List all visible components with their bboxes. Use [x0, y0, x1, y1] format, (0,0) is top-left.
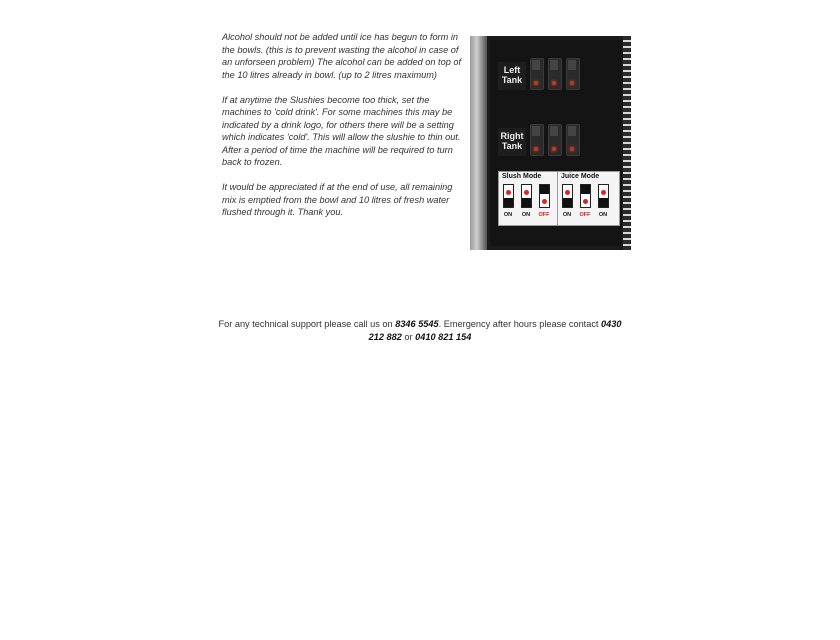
- instructions-text: [222, 31, 466, 231]
- juice-switch-3: [598, 184, 609, 208]
- juice-mode-card: [557, 171, 620, 226]
- juice-label-2: OFF: [579, 212, 591, 218]
- left-tank-switch-3: [566, 58, 580, 90]
- slush-switch-2: [521, 184, 532, 208]
- left-tank-label: Left Tank: [498, 62, 526, 90]
- support-middle: . Emergency after hours please contact: [438, 319, 602, 329]
- slush-label-2: ON: [521, 212, 531, 218]
- emergency-phone-2: 0410 821 154: [415, 331, 472, 342]
- right-tank-label: Right Tank: [498, 128, 526, 156]
- support-prefix: For any technical support please call us on: [218, 319, 396, 329]
- juice-label-1: ON: [562, 212, 572, 218]
- right-tank-switch-3: [566, 124, 580, 156]
- slush-switch-3: [539, 184, 550, 208]
- switch-panel: [490, 40, 622, 246]
- support-contact: [215, 318, 625, 343]
- juice-switch-2: [580, 184, 591, 208]
- juice-mode-title: Juice Mode: [561, 173, 600, 180]
- left-tank-switch-2: [548, 58, 562, 90]
- right-tank-switch-2: [548, 124, 562, 156]
- left-tank-switch-1: [530, 58, 544, 90]
- instruction-cold-drink: If at anytime the Slushies become too thick, set the machines to 'cold drink'. For some machines this may be indicated by a drink logo, for others there will be a setting which indicates 'cold'. This will allow the slushie to thin out. After a period of time the machine will be required to turn back to frozen.: [222, 94, 461, 167]
- juice-label-3: ON: [598, 212, 608, 218]
- slushie-machine-photo: [470, 36, 631, 250]
- slush-mode-title: Slush Mode: [502, 173, 542, 180]
- emergency-phone-1: 0430 212 882: [368, 319, 622, 342]
- photo-frame-right: [623, 36, 631, 250]
- instruction-alcohol: Alcohol should not be added until ice has begun to form in the bowls. (this is to prevent wasting the alcohol in case of an unforseen problem) The alcohol can be added on top of the 10 litres already in bowl. (up to 2 litres maximum): [222, 32, 462, 80]
- juice-switch-1: [562, 184, 573, 208]
- support-or: or: [401, 331, 416, 342]
- slush-label-1: ON: [503, 212, 513, 218]
- support-phone: 8346 5545: [395, 319, 439, 329]
- slush-switch-1: [503, 184, 514, 208]
- slush-mode-card: [498, 171, 561, 226]
- slush-label-3: OFF: [538, 212, 550, 218]
- instruction-flush: It would be appreciated if at the end of use, all remaining mix is emptied from the bowl and 10 litres of fresh water flushed through it. Thank you.: [222, 182, 453, 217]
- right-tank-switch-1: [530, 124, 544, 156]
- photo-frame-left: [470, 36, 487, 250]
